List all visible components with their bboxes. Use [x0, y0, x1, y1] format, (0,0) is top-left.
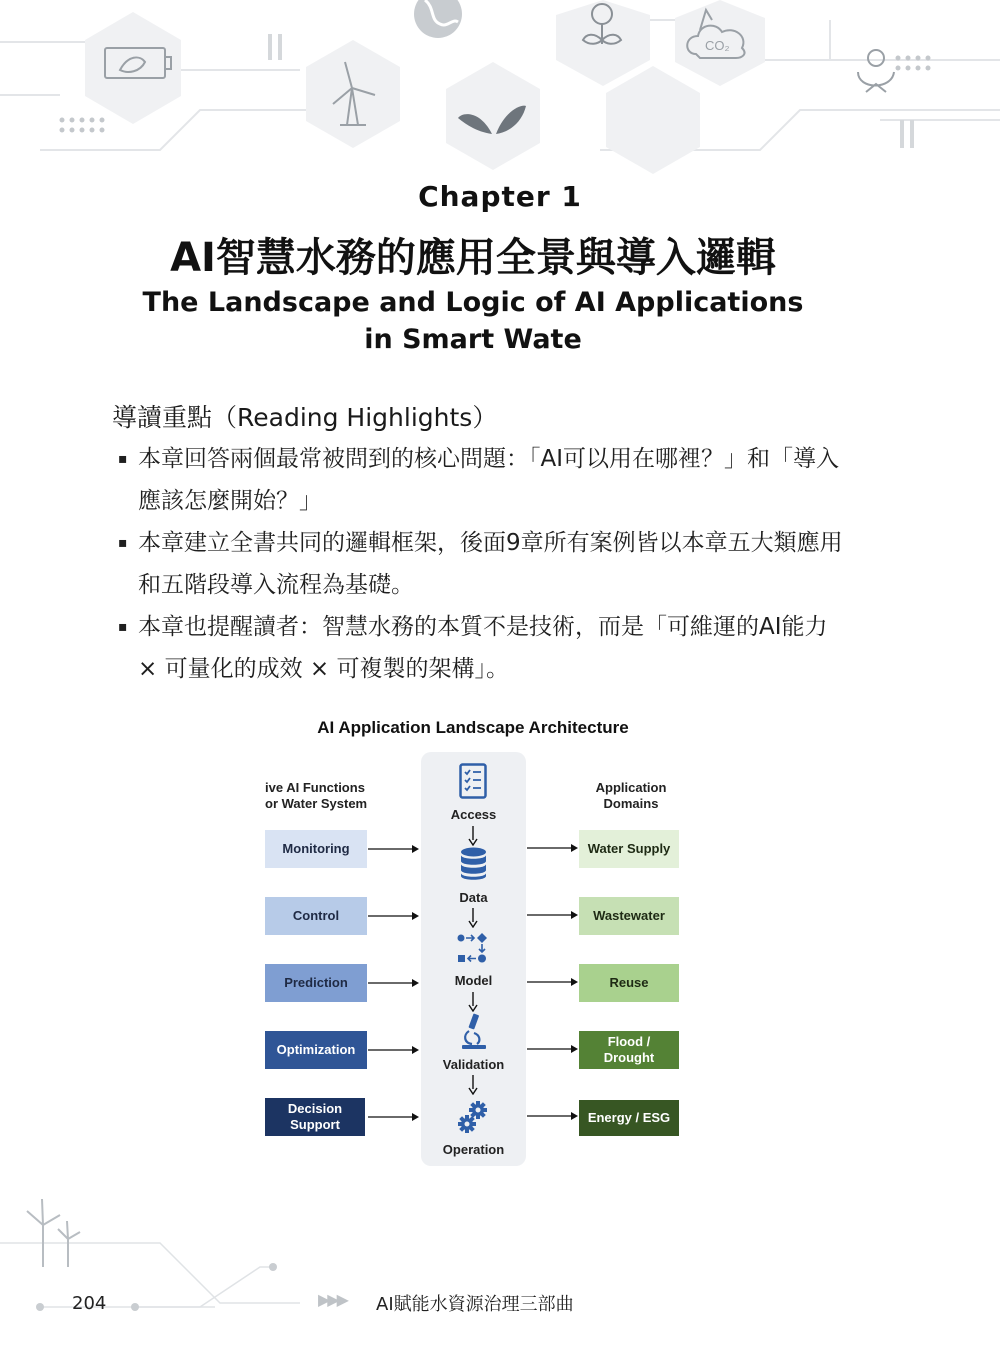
- arrow-right-icon: [527, 1043, 579, 1055]
- function-label-line1: Decision: [287, 1101, 343, 1116]
- model-flow-icon: [457, 931, 489, 965]
- domain-box-energy-esg: [579, 1100, 679, 1136]
- domain-label-line2: Drought: [603, 1050, 655, 1065]
- step-label-validation: Validation: [442, 1057, 505, 1072]
- left-header-line1: ive AI Functions: [265, 780, 365, 795]
- chapter-title-en: [0, 284, 946, 358]
- step-label-operation: Operation: [442, 1142, 505, 1157]
- arrow-down-icon: [467, 1075, 479, 1095]
- page-number: 204: [72, 1293, 107, 1314]
- bullet-marker: ▪: [118, 535, 128, 551]
- diagram-title: AI Application Landscape Architecture: [317, 718, 629, 737]
- highlight-item: [118, 438, 848, 522]
- highlight-text: 本章建立全書共同的邏輯框架，後面9章所有案例皆以本章五大類應用和五階段導入流程為基礎。: [138, 530, 843, 598]
- highlight-item: [118, 522, 848, 606]
- arrow-right-icon: [368, 910, 420, 922]
- function-box-decision-support: [265, 1098, 365, 1136]
- function-box-monitoring: [265, 830, 367, 868]
- chapter-title-en-line1: The Landscape and Logic of AI Applications: [142, 287, 804, 318]
- running-title: AI賦能水資源治理三部曲: [376, 1294, 574, 1315]
- domain-box-reuse: [579, 964, 679, 1002]
- header-decoration: [0, 0, 1000, 175]
- arrow-down-icon: [467, 908, 479, 928]
- globe-icon: [414, 0, 462, 38]
- arrow-right-icon: [368, 1044, 420, 1056]
- svg-text:CO₂: CO₂: [705, 38, 730, 53]
- domain-label-line1: Flood /: [607, 1034, 651, 1049]
- arrow-right-icon: [368, 843, 420, 855]
- domain-label: Reuse: [609, 975, 649, 990]
- right-header-line1: Application: [595, 780, 667, 795]
- arrow-right-icon: [368, 1111, 420, 1123]
- function-label: Monitoring: [282, 841, 350, 856]
- microscope-icon: [460, 1013, 488, 1051]
- highlight-item: [118, 606, 848, 690]
- wind-turbines-icon: [27, 1199, 80, 1267]
- recycle-sun-icon: [858, 50, 894, 92]
- domain-label: Energy / ESG: [587, 1110, 671, 1125]
- right-column-header: [579, 780, 683, 812]
- checklist-icon: [459, 763, 487, 799]
- footer-arrows-icon: ▶▶▶: [318, 1290, 346, 1309]
- left-column-header: [265, 780, 385, 812]
- function-box-control: [265, 897, 367, 935]
- highlight-text: 本章回答兩個最常被問到的核心問題：「AI可以用在哪裡？」和「導入應該怎麼開始？」: [138, 446, 840, 514]
- function-label: Optimization: [276, 1042, 356, 1057]
- arrow-down-icon: [467, 992, 479, 1012]
- bullet-marker: ▪: [118, 619, 128, 635]
- function-box-optimization: [265, 1031, 367, 1069]
- arrow-right-icon: [527, 842, 579, 854]
- domain-box-wastewater: [579, 897, 679, 935]
- highlights-heading: 導讀重點（Reading Highlights）: [112, 403, 498, 432]
- step-label-model: Model: [454, 973, 493, 988]
- bullet-marker: ▪: [118, 451, 128, 467]
- function-label: Prediction: [284, 975, 348, 990]
- step-label-access: Access: [450, 807, 497, 822]
- gears-icon: [457, 1100, 489, 1136]
- arrow-right-icon: [527, 1110, 579, 1122]
- chapter-label: Chapter 1: [418, 180, 582, 213]
- highlights-list: [118, 438, 848, 690]
- right-header-line2: Domains: [603, 796, 659, 811]
- chapter-title-en-line2: in Smart Wate: [364, 324, 582, 355]
- domain-label: Water Supply: [587, 841, 671, 856]
- highlight-text: 本章也提醒讀者：智慧水務的本質不是技術，而是「可維運的AI能力 × 可量化的成效 × 可複製的架構」。: [138, 614, 828, 682]
- hex-empty: [606, 66, 700, 174]
- domain-box-flood-drought: [579, 1031, 679, 1069]
- arrow-right-icon: [527, 976, 579, 988]
- arrow-down-icon: [467, 826, 479, 846]
- arrow-right-icon: [368, 977, 420, 989]
- domain-box-water-supply: [579, 830, 679, 868]
- function-box-prediction: [265, 964, 367, 1002]
- domain-label: Wastewater: [593, 908, 665, 923]
- step-label-data: Data: [459, 890, 488, 905]
- left-header-line2: or Water System: [265, 796, 368, 811]
- database-icon: [460, 847, 487, 881]
- function-label: Control: [292, 908, 340, 923]
- arrow-right-icon: [527, 909, 579, 921]
- function-label-line2: Support: [290, 1117, 340, 1132]
- chapter-title-zh: AI智慧水務的應用全景與導入邏輯: [170, 235, 776, 281]
- footer-decoration: [0, 1185, 1000, 1353]
